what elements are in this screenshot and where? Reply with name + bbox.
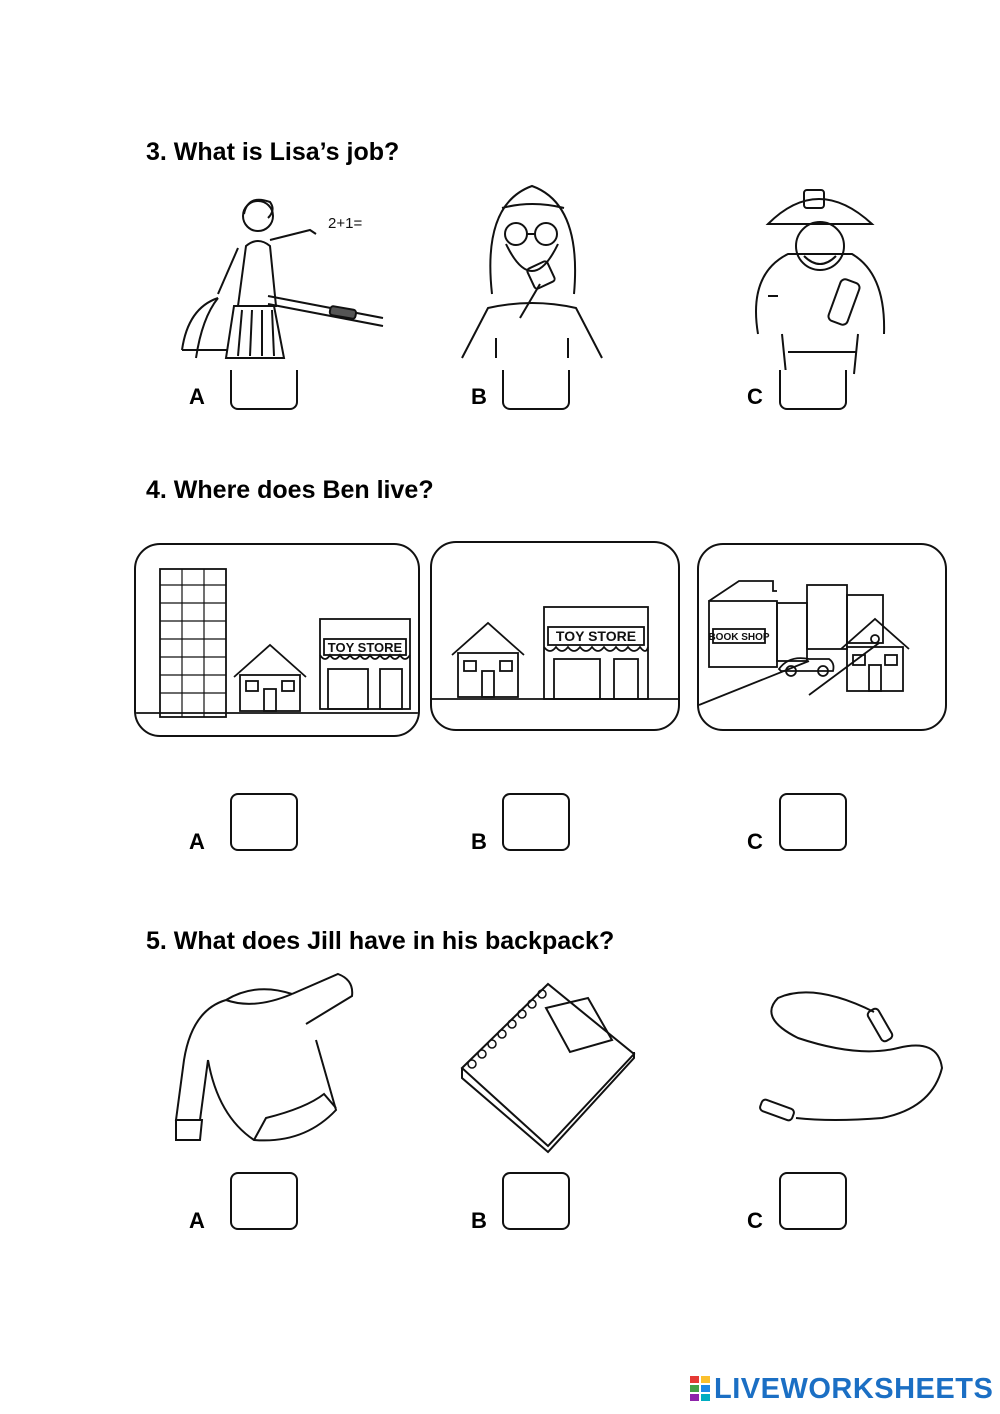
board-text: 2+1= [328,215,363,232]
notebook-picture [456,978,640,1154]
question-4-title: 4. Where does Ben live? [146,476,434,504]
answer-box-4a[interactable] [230,793,298,851]
option-letter-3c: C [747,384,763,409]
firefighter-picture [748,184,896,380]
option-letter-4a: A [189,829,205,854]
answer-box-4b[interactable] [502,793,570,851]
teacher-picture [178,188,388,373]
liveworksheets-footer [690,1372,993,1406]
option-letter-4c: C [747,829,763,854]
jump-rope-picture [748,986,946,1146]
liveworksheets-logo-icon [690,1376,710,1402]
scene-c-sign: BOOK SHOP [708,632,770,643]
answer-box-4c[interactable] [779,793,847,851]
scene-a-sign: TOY STORE [327,640,403,655]
option-letter-3a: A [189,384,205,409]
answer-box-5c[interactable] [779,1172,847,1230]
scene-c-frame [697,543,947,731]
answer-box-5b[interactable] [502,1172,570,1230]
scene-b-sign: TOY STORE [555,628,637,644]
option-letter-4b: B [471,829,487,854]
option-letter-3b: B [471,384,487,409]
answer-box-5a[interactable] [230,1172,298,1230]
question-5-title: 5. What does Jill have in his backpack? [146,927,615,955]
liveworksheets-brand: LIVEWORKSHEETS [714,1372,994,1405]
scene-b-frame [430,541,680,731]
option-letter-5c: C [747,1208,763,1233]
option-letter-5a: A [189,1208,205,1233]
option-letter-5b: B [471,1208,487,1233]
answer-box-3a[interactable] [230,370,298,410]
question-3-title: 3. What is Lisa’s job? [146,138,400,166]
reporter-picture [456,174,608,360]
answer-box-3b[interactable] [502,370,570,410]
scene-a-frame [134,543,420,737]
sweater-picture [170,970,360,1148]
answer-box-3c[interactable] [779,370,847,410]
